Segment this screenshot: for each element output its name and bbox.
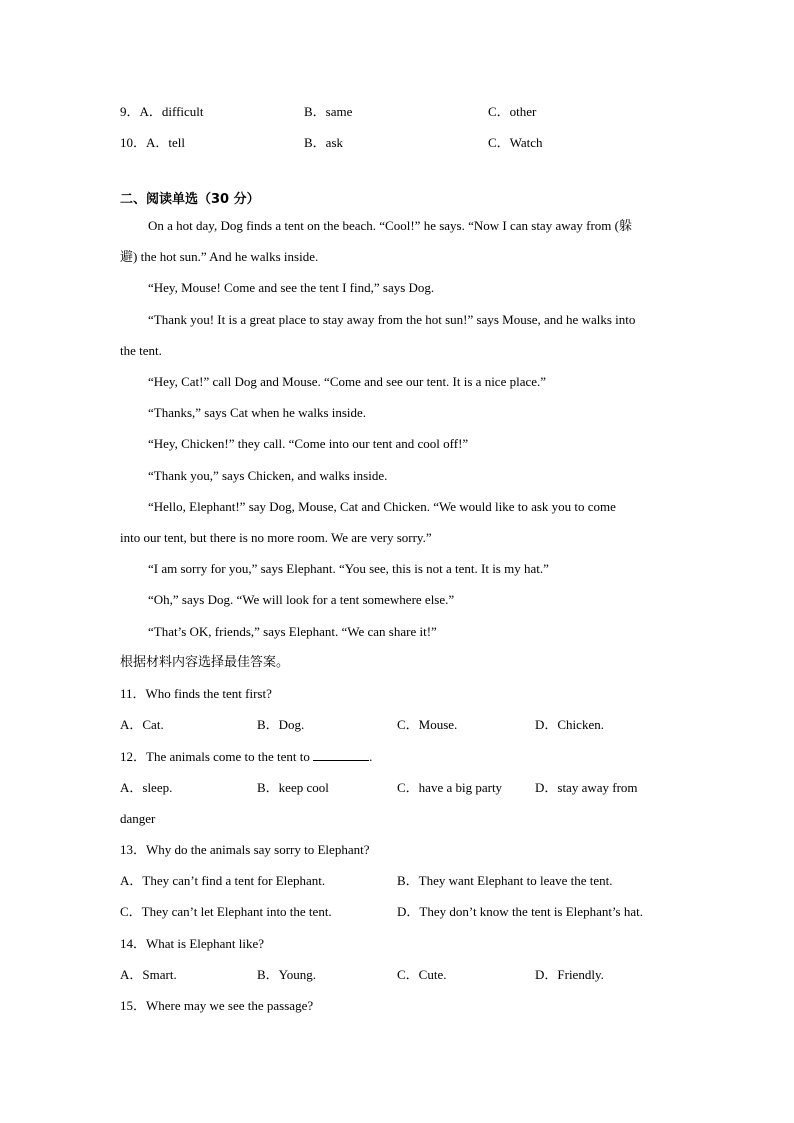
q13-option-c: C．They can’t let Elephant into the tent. (120, 904, 332, 919)
q10-option-a: 10．A．tell (120, 135, 185, 150)
passage-line: “Hello, Elephant!” say Dog, Mouse, Cat and Chicken. “We would like to ask you to come (148, 499, 616, 514)
q12-option-b: B．keep cool (257, 780, 329, 795)
passage-line: “That’s OK, friends,” says Elephant. “We can share it!” (148, 624, 437, 639)
q12-option-a: A．sleep. (120, 780, 173, 795)
passage-line: “Hey, Cat!” call Dog and Mouse. “Come and see our tent. It is a nice place.” (148, 374, 547, 389)
passage-line: “I am sorry for you,” says Elephant. “You see, this is not a tent. It is my hat.” (148, 561, 549, 576)
q12-option-d: D．stay away from (535, 780, 638, 795)
q9-option-a: 9．A．difficult (120, 104, 204, 119)
q12-stem-end: . (369, 749, 373, 764)
section-title: 二、阅读单选（30 分） (120, 192, 260, 207)
q10-option-c: C．Watch (488, 135, 543, 150)
q10-option-b: B．ask (304, 135, 344, 150)
q9-option-b: B．same (304, 104, 353, 119)
q13-option-a: A．They can’t find a tent for Elephant. (120, 873, 326, 888)
passage-line: On a hot day, Dog finds a tent on the beach. “Cool!” he says. “Now I can stay away from (躲 (148, 218, 632, 233)
passage-line: into our tent, but there is no more room. We are very sorry.” (120, 530, 432, 545)
passage-line: the tent. (120, 343, 162, 358)
passage-line: “Hey, Chicken!” they call. “Come into our tent and cool off!” (148, 436, 469, 451)
q11-option-d: D．Chicken. (535, 717, 604, 732)
passage-line: “Thank you! It is a great place to stay away from the hot sun!” says Mouse, and he walks into (148, 312, 636, 327)
q14-option-b: B．Young. (257, 967, 317, 982)
q11-option-c: C．Mouse. (397, 717, 458, 732)
q11-stem: 11．Who finds the tent first? (120, 686, 272, 701)
q15-stem: 15．Where may we see the passage? (120, 998, 314, 1013)
q14-stem: 14．What is Elephant like? (120, 936, 265, 951)
q11-option-b: B．Dog. (257, 717, 305, 732)
instruction: 根据材料内容选择最佳答案。 (120, 655, 290, 670)
q13-option-b: B．They want Elephant to leave the tent. (397, 873, 613, 888)
passage-line: “Hey, Mouse! Come and see the tent I find,” says Dog. (148, 280, 435, 295)
passage-line: 避) the hot sun.” And he walks inside. (120, 249, 319, 264)
q13-stem: 13．Why do the animals say sorry to Elephant? (120, 842, 370, 857)
answer-blank (313, 748, 369, 761)
passage-line: “Oh,” says Dog. “We will look for a tent somewhere else.” (148, 592, 455, 607)
q11-option-a: A．Cat. (120, 717, 164, 732)
q12-option-d-continued: danger (120, 811, 156, 826)
q14-option-c: C．Cute. (397, 967, 447, 982)
passage-line: “Thanks,” says Cat when he walks inside. (148, 405, 367, 420)
q14-option-a: A．Smart. (120, 967, 177, 982)
q14-option-d: D．Friendly. (535, 967, 604, 982)
passage-line: “Thank you,” says Chicken, and walks inside. (148, 468, 388, 483)
q13-option-d: D．They don’t know the tent is Elephant’s hat. (397, 904, 643, 919)
q12-stem (120, 748, 372, 765)
q9-option-c: C．other (488, 104, 537, 119)
q12-option-c: C．have a big party (397, 780, 503, 795)
q12-stem-text: 12．The animals come to the tent to (120, 749, 314, 764)
